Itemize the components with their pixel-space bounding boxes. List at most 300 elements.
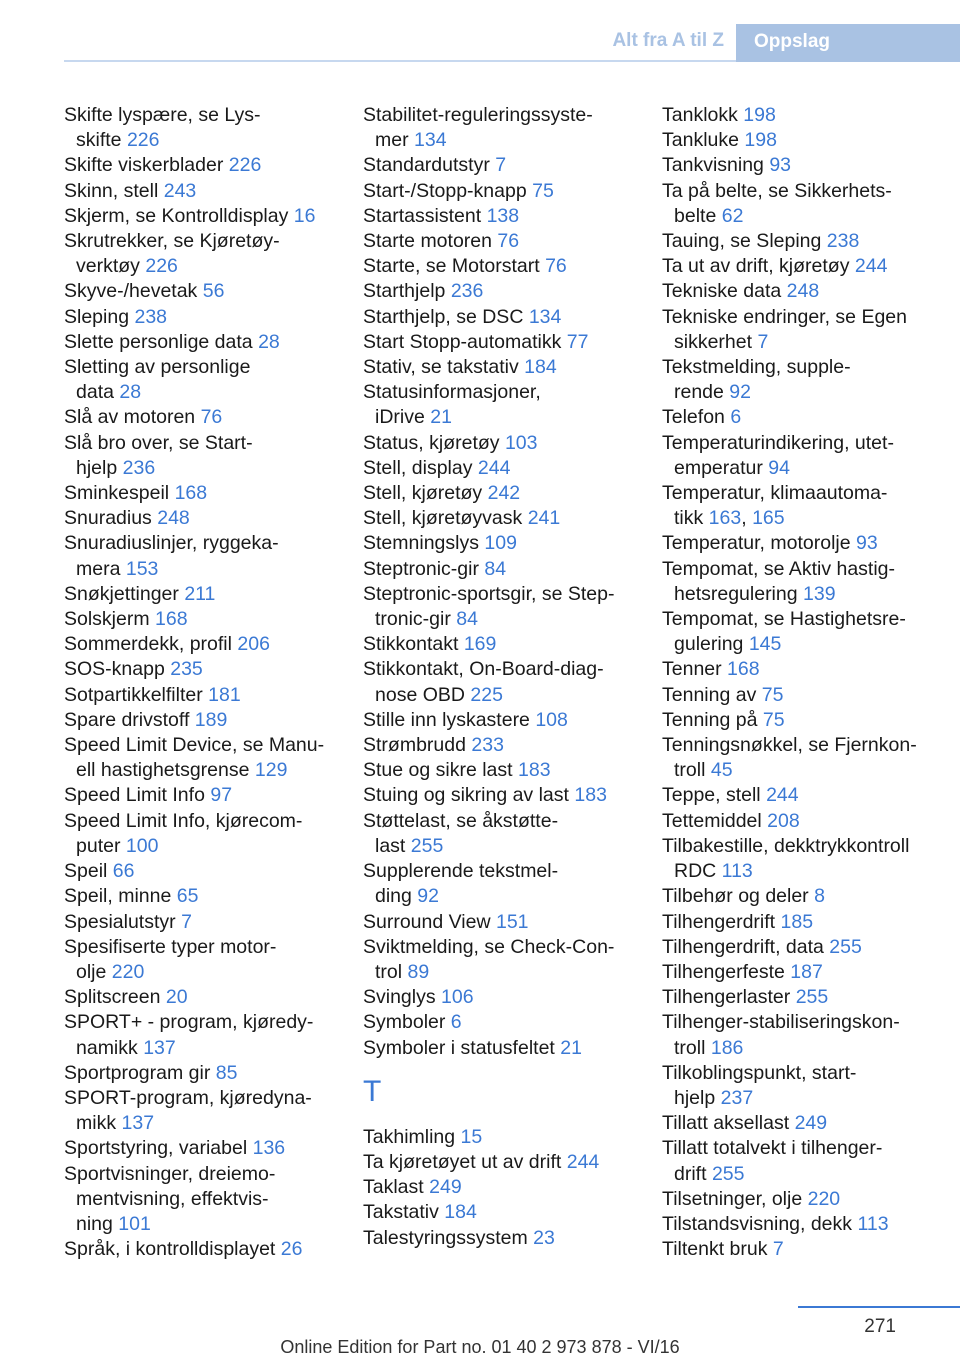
page-ref-link[interactable]: 8 xyxy=(814,885,825,908)
page-ref-link[interactable]: 211 xyxy=(184,582,216,605)
entry-term: ding xyxy=(375,885,412,908)
entry-term: trol xyxy=(375,960,403,983)
entry-term: Stikkontakt, On-Board-diag- xyxy=(363,658,604,681)
page-ref-link[interactable]: 113 xyxy=(721,860,753,883)
entry-term: Språk, i kontrolldisplayet xyxy=(64,1238,276,1261)
index-entry xyxy=(662,657,952,682)
index-entry xyxy=(64,809,344,859)
page-ref-link[interactable]: 7 xyxy=(757,330,769,353)
entry-term: Tankluke xyxy=(662,129,739,152)
entry-term: Tilstandsvisning, dekk xyxy=(662,1212,853,1235)
page-ref-link[interactable]: 23 xyxy=(533,1226,555,1249)
page-ref-link[interactable]: 93 xyxy=(769,154,792,177)
index-entry xyxy=(64,506,344,531)
entry-term: Sportvisninger, dreiemo- xyxy=(64,1162,276,1185)
index-entry xyxy=(64,204,344,229)
entry-term: mera xyxy=(76,557,121,580)
page-ref-link[interactable]: 62 xyxy=(721,204,744,227)
index-entry xyxy=(662,935,952,960)
page-ref-link[interactable]: 134 xyxy=(528,305,562,328)
entry-term: Talestyringssystem xyxy=(363,1226,528,1249)
entry-term: Sotpartikkelfilter xyxy=(64,683,203,706)
page-number: 271 xyxy=(864,1316,896,1337)
page-ref-link[interactable]: 26 xyxy=(280,1238,303,1261)
page-ref-link[interactable]: 184 xyxy=(444,1201,477,1224)
entry-term: Start-/Stopp-knapp xyxy=(363,179,527,202)
entry-term: Snøkjettinger xyxy=(64,582,179,605)
page-ref-link[interactable]: 75 xyxy=(762,708,785,731)
entry-term: Sletting av personlige xyxy=(64,356,251,379)
entry-term: Taklast xyxy=(363,1176,424,1199)
entry-term: Stabilitet-reguleringssyste- xyxy=(363,104,593,126)
page-ref-link[interactable]: 6 xyxy=(730,406,742,429)
index-entry xyxy=(363,935,643,985)
page-ref-link[interactable]: 21 xyxy=(430,406,452,429)
entry-term: Symboler xyxy=(363,1011,446,1034)
index-entry xyxy=(64,1136,344,1161)
page-ref-link[interactable]: 100 xyxy=(125,834,159,857)
entry-term: Surround View xyxy=(363,910,491,933)
index-entry xyxy=(363,758,643,783)
entry-term: Skifte lyspære, se Lys- xyxy=(64,104,261,126)
page-ref-link[interactable]: 84 xyxy=(456,608,478,631)
index-entry xyxy=(64,330,344,355)
entry-term: Speed Limit Info, kjørecom- xyxy=(64,809,303,832)
index-entry xyxy=(64,683,344,708)
entry-term: Takhimling xyxy=(363,1125,456,1148)
entry-term: Ta ut av drift, kjøretøy xyxy=(662,255,850,278)
index-column-2 xyxy=(363,103,643,1251)
entry-term: RDC xyxy=(674,860,717,883)
index-entry xyxy=(662,1061,952,1111)
index-entry xyxy=(662,884,952,909)
entry-term: Tilkoblingspunkt, start- xyxy=(662,1061,857,1084)
page-ref-link[interactable]: 165 xyxy=(752,507,785,530)
page-ref-link[interactable]: 84 xyxy=(484,557,507,580)
entry-term: Skyve-/hevetak xyxy=(64,280,198,303)
page-ref-link[interactable]: 145 xyxy=(748,633,782,656)
index-entry xyxy=(363,733,643,758)
entry-term: Snuradiuslinjer, ryggeka- xyxy=(64,532,279,555)
edition-footer: Online Edition for Part no. 01 40 2 973 878 - VI/16 xyxy=(280,1337,680,1357)
index-entry xyxy=(363,783,643,808)
page-ref-link[interactable]: 168 xyxy=(155,608,188,631)
index-entry xyxy=(64,1010,344,1060)
entry-term: Tenner xyxy=(662,658,722,681)
entry-term: Snuradius xyxy=(64,507,152,530)
page-ref-link[interactable]: 248 xyxy=(157,507,190,530)
page-ref-link[interactable]: 136 xyxy=(252,1137,286,1160)
index-entry xyxy=(363,657,643,707)
index-entry xyxy=(64,632,344,657)
index-entry xyxy=(64,1162,344,1238)
index-entry xyxy=(662,229,952,254)
page-ref-link[interactable]: 28 xyxy=(258,330,280,353)
index-entry xyxy=(662,910,952,935)
entry-term: Tekniske endringer, se Egen xyxy=(662,305,907,328)
entry-term: mikk xyxy=(76,1112,117,1135)
page-ref-link[interactable]: 248 xyxy=(786,280,820,303)
page-ref-link[interactable]: 28 xyxy=(119,381,142,404)
entry-term: Skinn, stell xyxy=(64,179,159,202)
page-ref-link[interactable]: 66 xyxy=(112,860,135,883)
page-ref-link[interactable]: 7 xyxy=(495,154,507,177)
page-ref-link[interactable]: 249 xyxy=(429,1176,462,1199)
entry-term: hjelp xyxy=(76,456,118,479)
entry-term: Slå av motoren xyxy=(64,406,196,429)
page-ref-link[interactable]: 92 xyxy=(417,885,439,908)
page-ref-link[interactable]: 185 xyxy=(780,910,814,933)
entry-term: Tettemiddel xyxy=(662,809,762,832)
index-entry xyxy=(64,783,344,808)
index-entry xyxy=(662,834,952,884)
index-entry xyxy=(363,380,643,430)
entry-term: Speil xyxy=(64,860,108,883)
page-ref-link[interactable]: 220 xyxy=(111,960,145,983)
page-ref-link[interactable]: 255 xyxy=(795,986,829,1009)
entry-term: Teppe, stell xyxy=(662,784,761,807)
entry-term: Tilhengerfeste xyxy=(662,960,785,983)
entry-term: Speil, minne xyxy=(64,885,172,908)
entry-term: Stemningslys xyxy=(363,532,479,555)
index-entry xyxy=(363,355,643,380)
entry-term: Sleping xyxy=(64,305,130,328)
page-ref-link[interactable]: 244 xyxy=(854,255,888,278)
entry-term: Svinglys xyxy=(363,986,436,1009)
page-ref-link[interactable]: 225 xyxy=(470,683,503,706)
entry-term: Tekniske data xyxy=(662,280,782,303)
index-entry xyxy=(662,607,952,657)
entry-term: Tilhenger-stabiliseringskon- xyxy=(662,1011,900,1034)
index-entry xyxy=(64,431,344,481)
index-entry xyxy=(363,279,643,304)
entry-term: Speed Limit Device, se Manu- xyxy=(64,734,325,757)
page-ref-link[interactable]: 77 xyxy=(566,330,589,353)
page-ref-link[interactable]: 226 xyxy=(228,154,262,177)
entry-term: Tempomat, se Hastighetsre- xyxy=(662,608,906,631)
index-entry xyxy=(662,683,952,708)
index-entry xyxy=(64,884,344,909)
index-entry xyxy=(363,1175,643,1200)
page-ref-link[interactable]: 137 xyxy=(121,1112,155,1135)
index-entry xyxy=(363,708,643,733)
index-entry xyxy=(363,1200,643,1225)
page-ref-link[interactable]: 243 xyxy=(163,179,197,202)
index-entry xyxy=(363,859,643,909)
index-entry xyxy=(662,1187,952,1212)
entry-term: Telefon xyxy=(662,406,725,429)
page-ref-link[interactable]: 244 xyxy=(566,1150,600,1173)
page-ref-link[interactable]: 76 xyxy=(200,406,223,429)
index-entry xyxy=(363,1226,643,1251)
entry-term: Spesialutstyr xyxy=(64,910,176,933)
entry-term: Sminkespeil xyxy=(64,482,170,505)
index-entry xyxy=(363,254,643,279)
entry-term: Start Stopp-automatikk xyxy=(363,330,562,353)
entry-term: Tanklokk xyxy=(662,104,738,126)
index-entry xyxy=(363,103,643,153)
index-entry xyxy=(64,582,344,607)
entry-term: SPORT-program, kjøredyna- xyxy=(64,1086,312,1109)
entry-term: Speed Limit Info xyxy=(64,784,205,807)
page-ref-link[interactable]: 134 xyxy=(414,129,447,152)
entry-term: Tilbehør og deler xyxy=(662,885,809,908)
entry-term: Tillatt totalvekt i tilhenger- xyxy=(662,1137,883,1160)
page-ref-link[interactable]: 168 xyxy=(727,658,760,681)
index-entry xyxy=(64,103,344,153)
entry-term: mentvisning, effektvis- xyxy=(76,1187,269,1210)
page-ref-link[interactable]: 151 xyxy=(495,910,529,933)
entry-term: drift xyxy=(674,1162,707,1185)
section-letter: T xyxy=(363,1074,382,1108)
page-ref-link[interactable]: 7 xyxy=(181,910,192,933)
entry-term: belte xyxy=(674,204,717,227)
entry-term: hjelp xyxy=(674,1086,716,1109)
page-ref-link[interactable]: 137 xyxy=(143,1036,176,1059)
page-ref-link[interactable]: 244 xyxy=(766,784,799,807)
entry-term: mer xyxy=(375,129,409,152)
index-entry xyxy=(662,431,952,481)
page-ref-link[interactable]: 198 xyxy=(743,104,776,126)
index-entry xyxy=(662,557,952,607)
page-ref-link[interactable]: 15 xyxy=(460,1125,483,1148)
entry-term: tikk xyxy=(674,507,704,530)
page-ref-link[interactable]: 208 xyxy=(767,809,800,832)
index-entry xyxy=(363,531,643,556)
index-column-1 xyxy=(64,103,344,1262)
page-ref-link[interactable]: 103 xyxy=(504,431,538,454)
page-ref-link[interactable]: 186 xyxy=(710,1036,744,1059)
index-entry xyxy=(363,582,643,632)
page-ref-link[interactable]: 75 xyxy=(532,179,554,202)
page-ref-link[interactable]: 20 xyxy=(165,986,188,1009)
index-entry xyxy=(363,1150,643,1175)
page-ref-link[interactable]: 226 xyxy=(126,129,160,152)
entry-term: troll xyxy=(674,759,706,782)
page-ref-link[interactable]: 163 xyxy=(708,507,742,530)
page-ref-link[interactable]: 189 xyxy=(194,708,228,731)
page-ref-link[interactable]: 255 xyxy=(410,834,444,857)
entry-term: tronic-gir xyxy=(375,608,451,631)
index-entry xyxy=(662,1212,952,1237)
page-ref-link[interactable]: 6 xyxy=(450,1011,462,1034)
page-ref-link[interactable]: 97 xyxy=(210,784,233,807)
index-entry xyxy=(363,557,643,582)
index-entry xyxy=(662,1111,952,1136)
entry-term: Tiltenkt bruk xyxy=(662,1238,768,1261)
page-ref-link[interactable]: 236 xyxy=(122,456,156,479)
page-ref-link[interactable]: 226 xyxy=(145,255,178,278)
page-ref-link[interactable]: 237 xyxy=(720,1086,754,1109)
index-entry xyxy=(363,1125,643,1150)
index-entry xyxy=(662,153,952,178)
page-ref-link[interactable]: 108 xyxy=(535,708,568,731)
index-entry xyxy=(363,305,643,330)
entry-term: Temperaturindikering, utet- xyxy=(662,431,894,454)
entry-term: Slette personlige data xyxy=(64,330,253,353)
entry-term: namikk xyxy=(76,1036,138,1059)
index-entry xyxy=(662,1136,952,1186)
page-ref-link[interactable]: 101 xyxy=(118,1212,151,1235)
entry-term: Stell, kjøretøy xyxy=(363,482,483,505)
index-entry xyxy=(662,128,952,153)
index-entry xyxy=(64,708,344,733)
entry-term: Steptronic-sportsgir, se Step- xyxy=(363,582,615,605)
page-ref-link[interactable]: 187 xyxy=(790,960,823,983)
entry-term: Tenning på xyxy=(662,708,758,731)
index-entry xyxy=(662,254,952,279)
index-entry xyxy=(662,355,952,405)
index-entry xyxy=(64,657,344,682)
entry-term: iDrive xyxy=(375,406,425,429)
entry-term: SPORT+ - program, kjøredy- xyxy=(64,1011,314,1034)
entry-term: Ta kjøretøyet ut av drift xyxy=(363,1150,562,1173)
page-ref-link[interactable]: 106 xyxy=(441,986,474,1009)
index-entry xyxy=(662,279,952,304)
index-entry xyxy=(363,330,643,355)
index-entry xyxy=(662,783,952,808)
entry-term: Tauing, se Sleping xyxy=(662,230,822,253)
page-ref-link[interactable]: 241 xyxy=(527,507,561,530)
page-ref-link[interactable]: 94 xyxy=(768,456,790,479)
index-entry xyxy=(662,809,952,834)
index-entry xyxy=(64,935,344,985)
page-ref-link[interactable]: 129 xyxy=(254,759,288,782)
page-ref-link[interactable]: 238 xyxy=(134,305,168,328)
entry-term: Standardutstyr xyxy=(363,154,490,177)
page-ref-link[interactable]: 85 xyxy=(215,1061,238,1084)
entry-term: Strømbrudd xyxy=(363,734,466,757)
page-ref-link[interactable]: 93 xyxy=(856,532,878,555)
entry-term: Starte, se Motorstart xyxy=(363,255,540,278)
page-ref-link[interactable]: 139 xyxy=(803,582,836,605)
entry-term: Startassistent xyxy=(363,204,482,227)
page-ref-link[interactable]: 236 xyxy=(450,280,484,303)
page-ref-link[interactable]: 16 xyxy=(293,204,316,227)
entry-term: Tekstmelding, supple- xyxy=(662,356,851,379)
entry-term: Skjerm, se Kontrolldisplay xyxy=(64,204,289,227)
entry-term: puter xyxy=(76,834,121,857)
page-ref-link[interactable]: 184 xyxy=(524,356,557,379)
page-ref-link[interactable]: 169 xyxy=(463,633,497,656)
entry-term: sikkerhet xyxy=(674,330,753,353)
page-ref-link[interactable]: 198 xyxy=(744,129,777,152)
entry-term: Stikkontakt xyxy=(363,633,459,656)
index-entry xyxy=(64,229,344,279)
page-ref-link[interactable]: 242 xyxy=(487,482,521,505)
index-entry xyxy=(363,179,643,204)
page-ref-link[interactable]: 113 xyxy=(857,1212,889,1235)
index-entry xyxy=(662,405,952,430)
header-tab: Oppslag xyxy=(736,24,960,62)
entry-term: SOS-knapp xyxy=(64,658,165,681)
page-ref-link[interactable]: 7 xyxy=(772,1238,784,1261)
page-ref-link[interactable]: 153 xyxy=(125,557,159,580)
entry-term: Tilhengerdrift xyxy=(662,910,776,933)
index-entry xyxy=(662,960,952,985)
entry-term: Tenning av xyxy=(662,683,757,706)
page-ref-link[interactable]: 238 xyxy=(826,230,860,253)
page-ref-link[interactable]: 181 xyxy=(208,683,241,706)
page-ref-link[interactable]: 168 xyxy=(174,482,208,505)
entry-term: Symboler i statusfeltet xyxy=(363,1036,555,1059)
index-entry xyxy=(363,481,643,506)
entry-term: olje xyxy=(76,960,107,983)
page-ref-link[interactable]: 255 xyxy=(829,935,862,958)
entry-term: Slå bro over, se Start- xyxy=(64,431,253,454)
index-entry xyxy=(64,1237,344,1262)
index-entry: Temperatur, klimaautoma- tikk 163, 165 xyxy=(662,482,888,530)
page-ref-link[interactable]: 235 xyxy=(170,658,203,681)
entry-term: Spare drivstoff xyxy=(64,708,190,731)
index-entry xyxy=(363,431,643,456)
footer-rule xyxy=(798,1306,960,1308)
entry-term: Statusinformasjoner, xyxy=(363,381,541,404)
index-entry xyxy=(662,985,952,1010)
page-ref-link[interactable]: 76 xyxy=(545,255,567,278)
entry-term: Temperatur, klimaautoma- xyxy=(662,482,888,505)
index-entry xyxy=(64,1086,344,1136)
index-entry xyxy=(64,910,344,935)
page-ref-link[interactable]: 255 xyxy=(711,1162,745,1185)
entry-term: Sportprogram gir xyxy=(64,1061,211,1084)
index-entry xyxy=(64,279,344,304)
index-entry xyxy=(64,481,344,506)
entry-term: Skifte viskerblader xyxy=(64,154,224,177)
entry-term: Tilsetninger, olje xyxy=(662,1187,803,1210)
page-ref-link[interactable]: 220 xyxy=(807,1187,841,1210)
page-ref-link[interactable]: 109 xyxy=(484,532,517,555)
entry-term: data xyxy=(76,381,114,404)
entry-term: Tillatt aksellast xyxy=(662,1112,790,1135)
page-ref-link[interactable]: 92 xyxy=(729,381,751,404)
page-ref-link[interactable]: 56 xyxy=(202,280,225,303)
page-ref-link[interactable]: 233 xyxy=(471,734,504,757)
entry-term: Steptronic-gir xyxy=(363,557,479,580)
entry-term: Starte motoren xyxy=(363,230,492,253)
page-ref-link[interactable]: 75 xyxy=(761,683,784,706)
entry-term: Tilbakestille, dekktrykkontroll xyxy=(662,834,910,857)
index-entry xyxy=(363,506,643,531)
page-ref-link[interactable]: 206 xyxy=(237,633,270,656)
page-ref-link[interactable]: 21 xyxy=(560,1036,582,1059)
entry-term: Tempomat, se Aktiv hastig- xyxy=(662,557,896,580)
index-entry xyxy=(64,405,344,430)
page-ref-link[interactable]: 183 xyxy=(574,784,607,807)
index-entry xyxy=(64,531,344,581)
entry-term: Stell, kjøretøyvask xyxy=(363,507,523,530)
page-ref-link[interactable]: 249 xyxy=(794,1112,828,1135)
index-entry xyxy=(64,859,344,884)
index-entry xyxy=(64,733,344,783)
page-ref-link[interactable]: 183 xyxy=(518,759,551,782)
entry-term: Stue og sikre last xyxy=(363,759,513,782)
page-ref-link[interactable]: 138 xyxy=(486,204,520,227)
page-ref-link[interactable]: 65 xyxy=(176,885,199,908)
index-entry xyxy=(662,708,952,733)
page-ref-link[interactable]: 244 xyxy=(477,456,511,479)
index-entry xyxy=(64,985,344,1010)
page-ref-link[interactable]: 76 xyxy=(497,230,520,253)
entry-term: rende xyxy=(674,381,724,404)
page-ref-link[interactable]: 45 xyxy=(710,759,733,782)
entry-term: Ta på belte, se Sikkerhets- xyxy=(662,179,892,202)
entry-term: Starthjelp, se DSC xyxy=(363,305,524,328)
header-section-title: Alt fra A til Z xyxy=(612,30,724,51)
index-entry xyxy=(363,153,643,178)
page-ref-link[interactable]: 89 xyxy=(407,960,430,983)
entry-term: nose OBD xyxy=(375,683,465,706)
